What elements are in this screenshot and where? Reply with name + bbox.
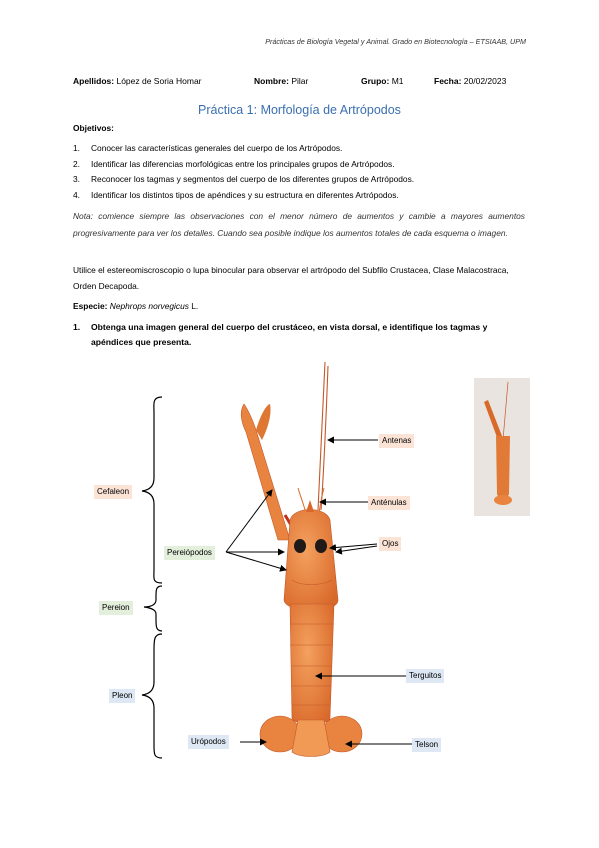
carapace [284, 510, 338, 611]
abdomen [290, 604, 334, 724]
telson-label: Telson [412, 738, 441, 752]
fecha-label: Fecha: [434, 76, 462, 86]
pereiopodos-arrow-1 [226, 490, 272, 552]
grupo-value: M1 [391, 76, 404, 86]
list-item: 3. Reconocer los tagmas y segmentos del cuerpo de los diferentes grupos de Artrópodos. [73, 174, 415, 184]
list-item: 4. Identificar los distintos tipos de apéndices y su estructura en diferentes Artrópodos. [73, 189, 399, 200]
cefaleon-label: Cefaleon [94, 485, 132, 499]
cefaleon-brace [142, 397, 162, 583]
pleon-brace [142, 634, 162, 758]
grupo-label: Grupo: [361, 76, 390, 86]
list-item: 1. Conocer las características generales del cuerpo de los Artrópodos. [73, 143, 343, 153]
nombre-label: Nombre: [254, 76, 289, 86]
inset-body [496, 436, 510, 497]
ojos-label: Ojos [379, 537, 401, 551]
question-text: Obtenga una imagen general del cuerpo del crustáceo, en vista dorsal, e identifique los tagmas y apéndices que presenta. [91, 322, 488, 347]
especie-label: Especie: [73, 301, 108, 311]
running-header: Prácticas de Biología Vegetal y Animal. Grado en Biotecnología – ETSIAAB, UPM [265, 37, 526, 46]
question-number: 1. [73, 322, 81, 332]
pereiopodos-label: Pereiópodos [164, 546, 215, 560]
eye-left [294, 539, 306, 553]
list-item: 2. Identificar las diferencias morfológicas entre los principales grupos de Artrópodos. [73, 158, 395, 169]
eye-right [315, 539, 327, 553]
page-title: Práctica 1: Morfología de Artrópodos [198, 103, 401, 117]
nombre-value: Pilar [291, 76, 309, 86]
objetivos-heading: Objetivos: [73, 123, 114, 133]
especie-name: Nephrops norvegicus [109, 301, 189, 311]
claw-finger [256, 404, 271, 440]
antenna-left [318, 362, 325, 510]
antenna-right [321, 366, 328, 510]
telson-shape [292, 720, 330, 757]
especie-line: Especie: Nephrops norvegicus L. [73, 301, 199, 311]
pereion-brace [144, 586, 162, 631]
antenulas-label: Anténulas [368, 496, 410, 510]
apellidos-value: López de Soria Homar [116, 76, 202, 86]
rostrum [306, 500, 314, 512]
uropodos-label: Urópodos [188, 735, 229, 749]
pleon-label: Pleon [109, 689, 135, 703]
pereion-label: Pereion [99, 601, 133, 615]
inset-tail [494, 495, 512, 505]
terguitos-label: Terguitos [406, 669, 444, 683]
pereiopodos-arrow-3 [226, 552, 286, 570]
fecha-value: 20/02/2023 [463, 76, 507, 86]
apellidos-label: Apellidos: [73, 76, 115, 86]
instruction-paragraph: Utilice el estereomiscroscopio o lupa binocular para observar el artrópodo del Subfilo Crustacea, Clase Malacostraca, Orden Decapoda. [73, 265, 509, 291]
note-paragraph: Nota: comience siempre las observaciones con el menor número de aumentos y cambie a mayores aumentos progresivamente para ver los detalles. Cuando sea posible indique los aumentos totales de cada esquema o imagen. [73, 211, 525, 238]
antenas-label: Antenas [379, 434, 414, 448]
